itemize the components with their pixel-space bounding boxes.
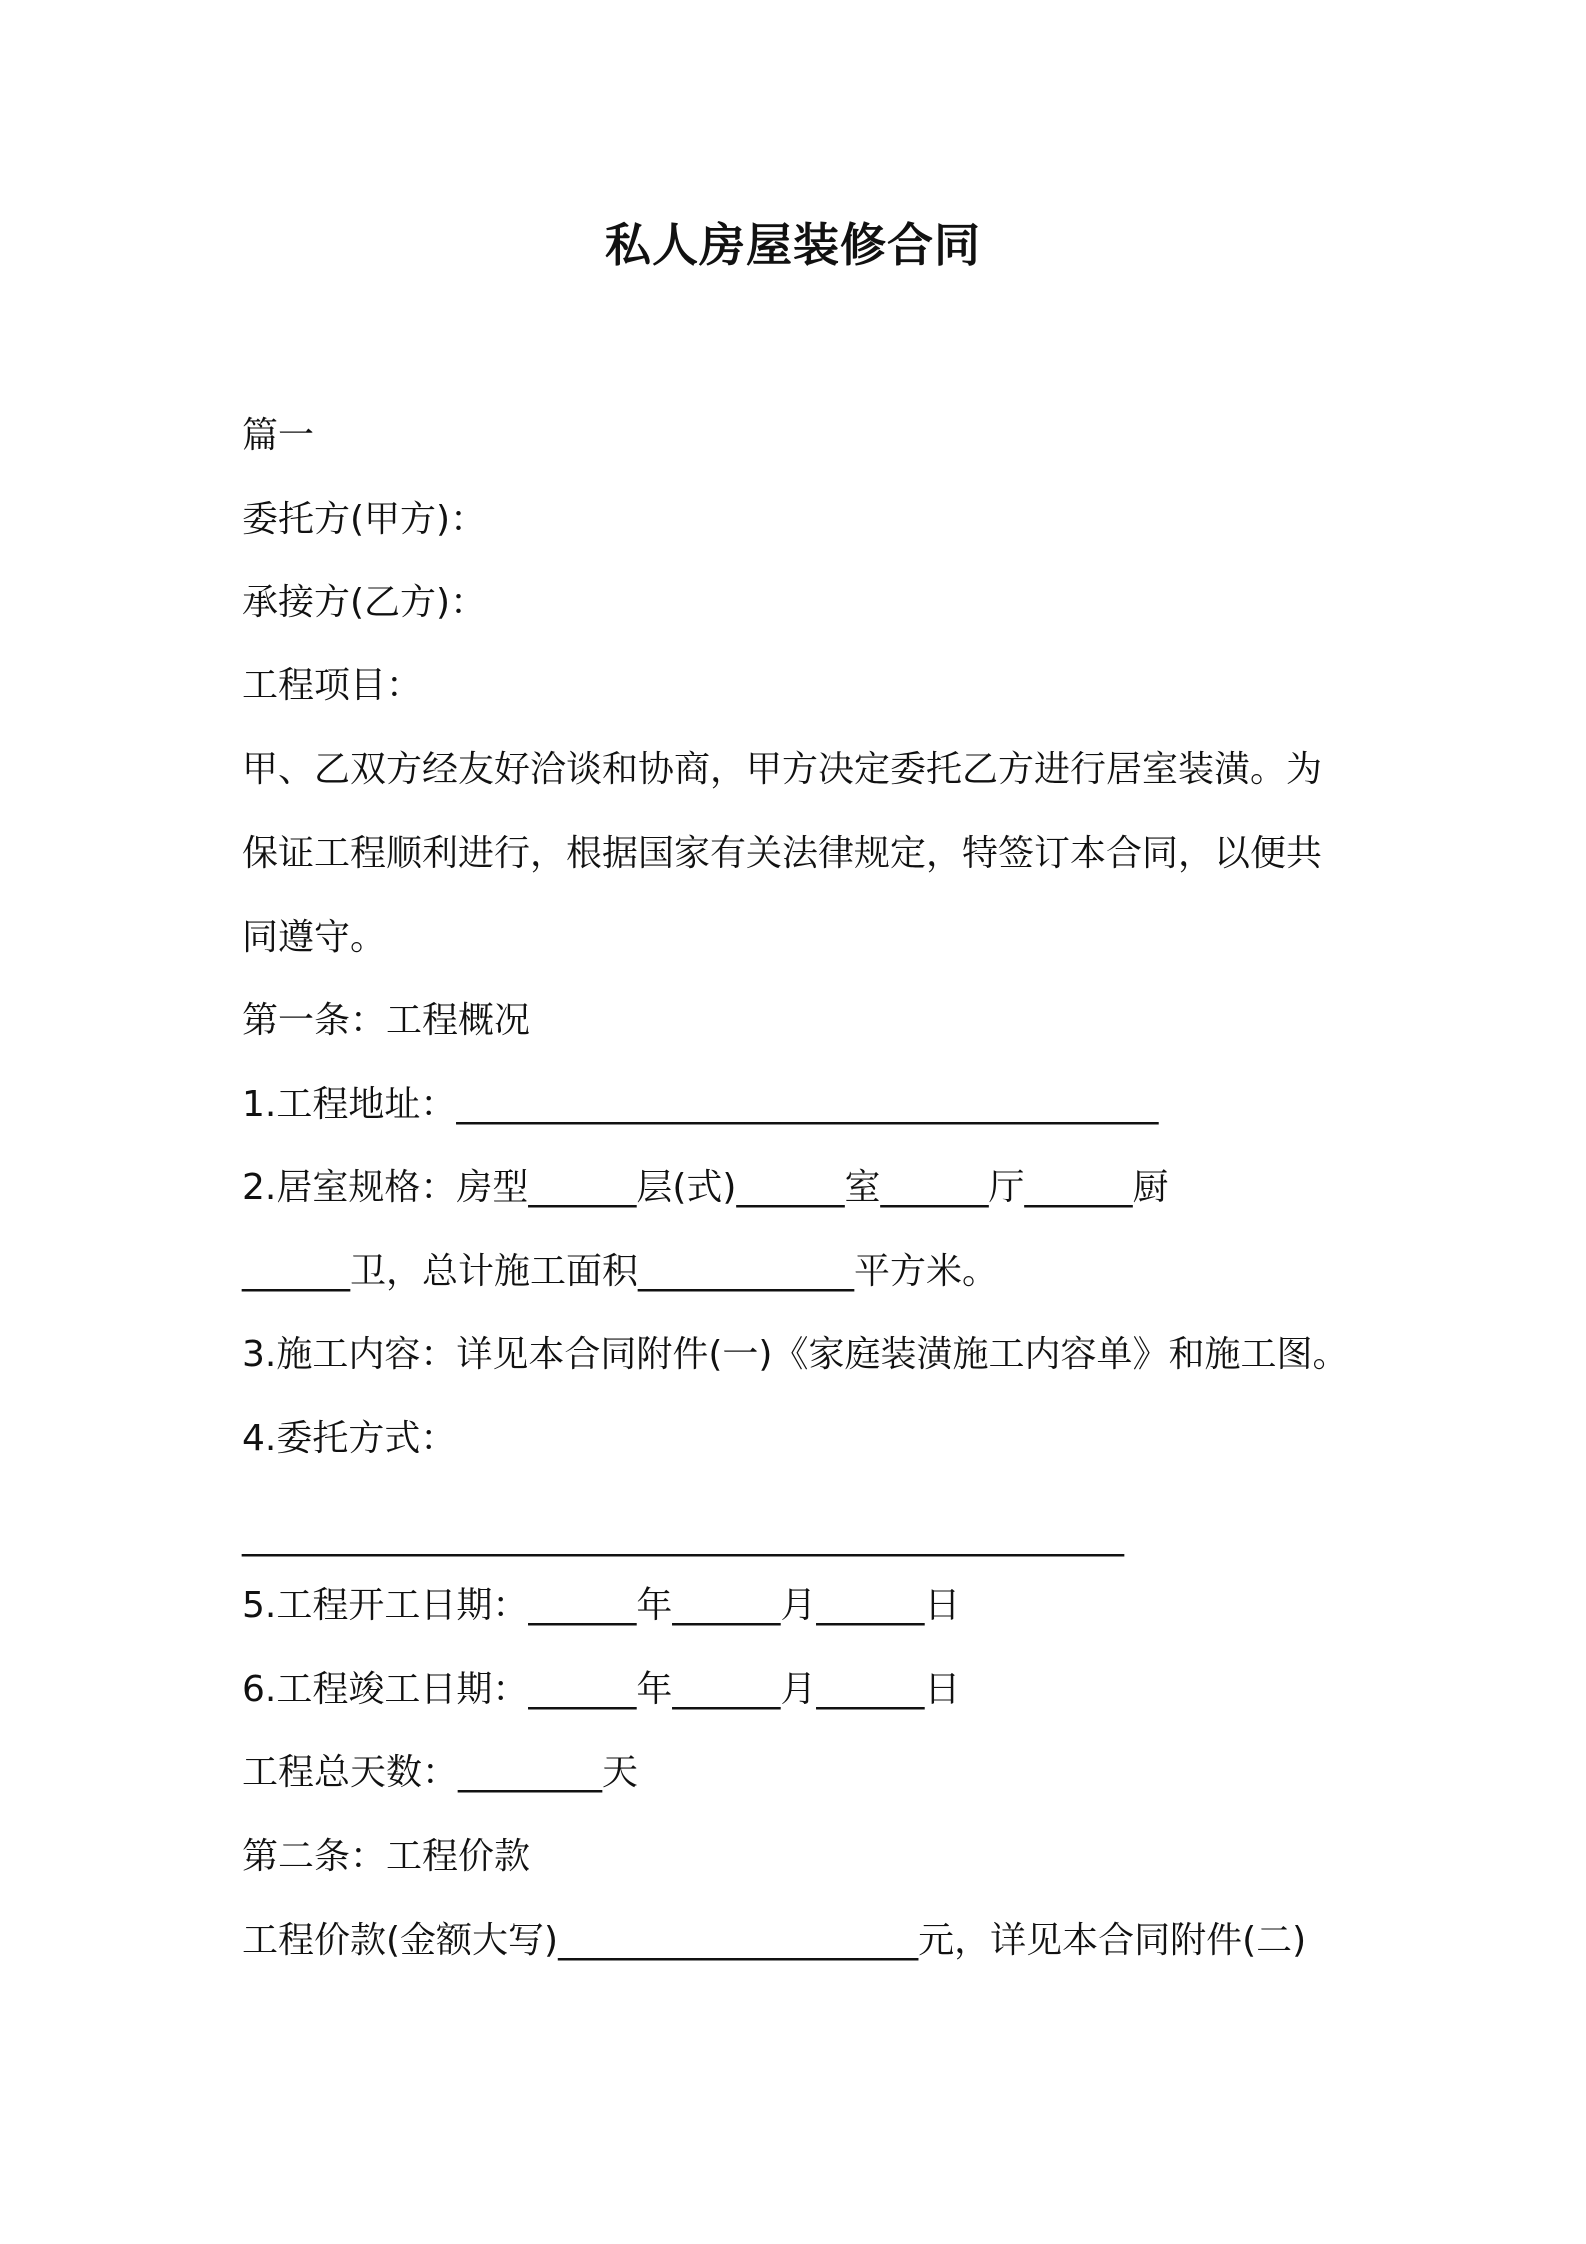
intro-paragraph-line-1: 甲、乙双方经友好洽谈和协商，甲方决定委托乙方进行居室装潢。为 [242, 749, 1323, 790]
commission-method-line: 4.委托方式： [242, 1418, 457, 1459]
intro-paragraph-line-2: 保证工程顺利进行，根据国家有关法律规定，特签订本合同，以便共 [242, 833, 1323, 874]
intro-paragraph-line-3: 同遵守。 [242, 917, 387, 958]
completion-date-line: 6.工程竣工日期：______年______月______日 [242, 1669, 961, 1710]
project-address-line: 1.工程地址：_______________________________________ [242, 1084, 1159, 1125]
total-days-line: 工程总天数：________天 [242, 1752, 639, 1793]
party-b-line: 承接方(乙方)： [242, 582, 487, 623]
party-a-line: 委托方(甲方)： [242, 499, 487, 540]
start-date-line: 5.工程开工日期：______年______月______日 [242, 1585, 961, 1626]
commission-method-blank: _________________________________________________ [242, 1516, 1124, 1557]
construction-content-line: 3.施工内容：详见本合同附件(一)《家庭装潢施工内容单》和施工图。 [242, 1334, 1349, 1375]
section-heading-part-one: 篇一 [242, 415, 315, 456]
room-specification-line: 2.居室规格：房型______层(式)______室______厅______厨 [242, 1167, 1169, 1208]
project-line: 工程项目： [242, 665, 423, 706]
project-price-line: 工程价款(金额大写)____________________元，详见本合同附件(二) [242, 1920, 1307, 1961]
document-title: 私人房屋装修合同 [605, 218, 981, 272]
construction-area-line: ______卫，总计施工面积____________平方米。 [242, 1251, 999, 1292]
article-one-heading: 第一条：工程概况 [242, 1000, 531, 1041]
article-two-heading: 第二条：工程价款 [242, 1836, 531, 1877]
